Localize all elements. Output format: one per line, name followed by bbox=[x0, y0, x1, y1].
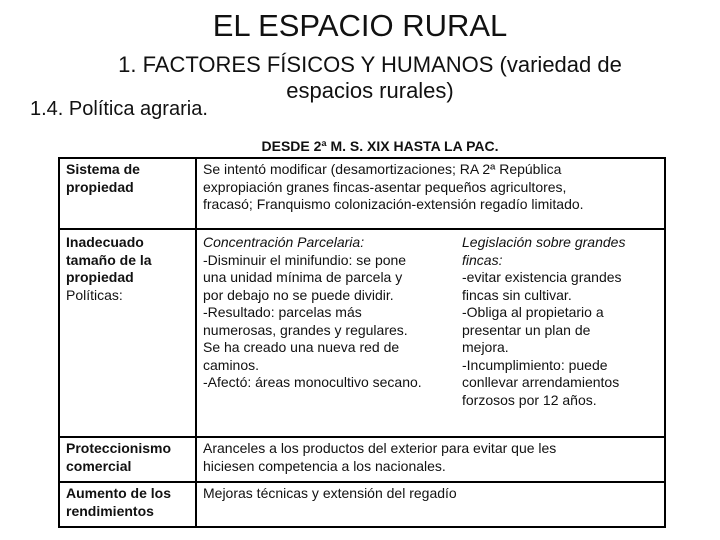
cell-politicas bbox=[196, 229, 665, 437]
cell-line: -Incumplimiento: puede bbox=[462, 356, 608, 373]
cell-line: -Afectó: áreas monocultivo secano. bbox=[203, 374, 422, 390]
table-row bbox=[59, 229, 665, 437]
cell-line: hiciesen competencia a los nacionales. bbox=[203, 457, 446, 474]
row-header-line: propiedad bbox=[66, 178, 134, 195]
row-header-line: propiedad bbox=[66, 269, 134, 285]
concentracion-column bbox=[203, 234, 455, 409]
cell-line: -evitar existencia grandes bbox=[462, 269, 622, 285]
row-header-line: Sistema de bbox=[66, 161, 140, 177]
cell-line: Se intentó modificar (desamortizaciones; RA 2ª República bbox=[203, 161, 562, 177]
cell-line: fracasó; Franquismo colonización-extensión regadío limitado. bbox=[203, 196, 584, 212]
row-header-line: comercial bbox=[66, 457, 132, 474]
cell-line: fincas sin cultivar. bbox=[462, 286, 572, 303]
cell-line: expropiación granes fincas-asentar pequeños agricultores, bbox=[203, 178, 567, 195]
cell-proteccionismo bbox=[196, 437, 665, 482]
table-row bbox=[59, 158, 665, 229]
cell-line: Aranceles a los productos del exterior para evitar que les bbox=[203, 440, 557, 456]
policy-table bbox=[58, 157, 666, 528]
cell-line: -Resultado: parcelas más bbox=[203, 304, 362, 320]
row-header-line: Inadecuado bbox=[66, 234, 144, 250]
row-header-aumento bbox=[59, 482, 196, 527]
legislacion-column bbox=[462, 234, 658, 409]
table-row bbox=[59, 437, 665, 482]
section-heading: 1.4. Política agraria. bbox=[30, 98, 208, 120]
column-title: fincas: bbox=[462, 251, 503, 268]
row-header-inadecuado bbox=[59, 229, 196, 437]
row-header-sub: Políticas: bbox=[66, 286, 123, 303]
row-header-line: Aumento de los bbox=[66, 485, 172, 501]
row-header-sistema bbox=[59, 158, 196, 229]
cell-line: numerosas, grandes y regulares. bbox=[203, 321, 408, 338]
cell-line: caminos. bbox=[203, 356, 260, 373]
cell-line: por debajo no se puede dividir. bbox=[203, 286, 394, 303]
cell-aumento bbox=[196, 482, 665, 527]
row-header-line: rendimientos bbox=[66, 502, 154, 519]
row-header-line: Proteccionismo bbox=[66, 440, 172, 456]
main-title: EL ESPACIO RURAL bbox=[212, 8, 508, 43]
cell-sistema bbox=[196, 158, 665, 229]
cell-line: mejora. bbox=[462, 339, 509, 355]
table-row bbox=[59, 482, 665, 527]
row-header-proteccionismo bbox=[59, 437, 196, 482]
subtitle-line-1: 1. FACTORES FÍSICOS Y HUMANOS (variedad de bbox=[118, 52, 622, 77]
cell-line: una unidad mínima de parcela y bbox=[203, 269, 403, 285]
column-title: Concentración Parcelaria: bbox=[203, 234, 365, 250]
row-header-line: tamaño de la bbox=[66, 251, 152, 268]
subtitle-line-2: espacios rurales) bbox=[286, 78, 454, 103]
cell-line: Mejoras técnicas y extensión del regadío bbox=[203, 485, 457, 501]
cell-line: conllevar arrendamientos bbox=[462, 374, 620, 390]
cell-line: -Obliga al propietario a bbox=[462, 304, 604, 320]
cell-line: forzosos por 12 años. bbox=[462, 391, 597, 408]
cell-line: Se ha creado una nueva red de bbox=[203, 339, 400, 355]
cell-line: -Disminuir el minifundio: se pone bbox=[203, 251, 407, 268]
table-caption: DESDE 2ª M. S. XIX HASTA LA PAC. bbox=[261, 138, 499, 154]
cell-line: presentar un plan de bbox=[462, 321, 591, 338]
column-title: Legislación sobre grandes bbox=[462, 234, 626, 250]
